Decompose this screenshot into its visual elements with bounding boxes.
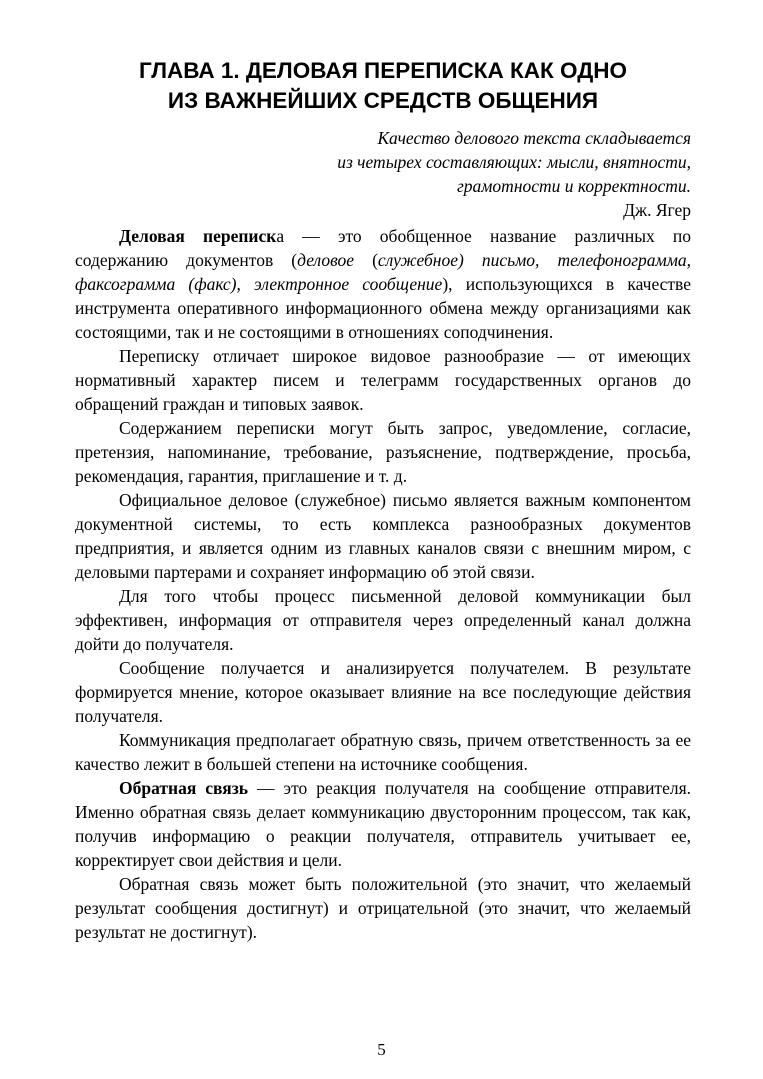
chapter-title [75,56,691,116]
text-run: а — это обобщенное название различных по содержанию документов ( [75,226,691,270]
epigraph [75,126,691,222]
text-run: ( [354,250,378,270]
chapter-title-line-2: ИЗ ВАЖНЕЙШИХ СРЕДСТВ ОБЩЕНИЯ [167,88,599,113]
paragraph: Для того чтобы процесс письменной деловой коммуникации был эффективен, информация от отправителя через определенный канал должна дойти до получателя. [75,586,691,654]
paragraph: Содержанием переписки могут быть запрос, уведомление, согласие, претензия, напоминание, требование, разъяснение, подтверждение, просьба, рекомендация, гарантия, приглашение и т. д. [75,418,691,486]
body-text [75,224,691,944]
epigraph-line-1: Качество делового текста складывается [377,128,691,148]
italic-run: служебное) письмо, телефонограмма, факсограмма (факс), электронное сообщение [75,250,692,294]
italic-run: деловое [297,250,354,270]
paragraph: Обратная связь может быть положительной (это значит, что желаемый результат сообщения достигнут) и отрицательной (это значит, что желаемый результат не достигнут). [75,874,691,942]
text-run: ), использующихся в качестве инструмента оперативного информационного обмена между организациями как состоящими, так и не состоящими в отношениях соподчинения. [75,274,691,342]
term-feedback: Обратная связь [119,778,249,798]
epigraph-line-2: из четырех составляющих: мысли, внятности, [337,152,691,172]
paragraph: Коммуникация предполагает обратную связь, причем ответственность за ее качество лежит в большей степени на источнике сообщения. [75,730,691,774]
epigraph-line-3: грамотности и корректности. [456,176,691,196]
paragraph [75,224,691,344]
paragraph: Переписку отличает широкое видовое разнообразие — от имеющих нормативный характер писем и телеграмм государственных органов до обращений граждан и типовых заявок. [75,346,691,414]
paragraph: Официальное деловое (служебное) письмо является важным компонентом документной системы, то есть комплекса разнообразных документов предприятия, и является одним из главных каналов связи с внешним миром, с деловыми партерами и сохраняет информацию об этой связи. [75,490,691,582]
chapter-title-line-1: ГЛАВА 1. ДЕЛОВАЯ ПЕРЕПИСКА КАК ОДНО [139,58,627,83]
epigraph-author: Дж. Ягер [623,200,691,220]
term-business-correspondence: Деловая переписк [119,226,277,246]
text-run: — это реакция получателя на сообщение отправителя. Именно обратная связь делает коммуникацию двусторонним процессом, так как, получив информацию о реакции получателя, отправитель учитывает ее, корректирует свои действия и цели. [75,778,692,870]
paragraph: Сообщение получается и анализируется получателем. В результате формируется мнение, которое оказывает влияние на все последующие действия получателя. [75,658,691,726]
page-number: 5 [377,1040,386,1059]
paragraph [75,776,691,872]
